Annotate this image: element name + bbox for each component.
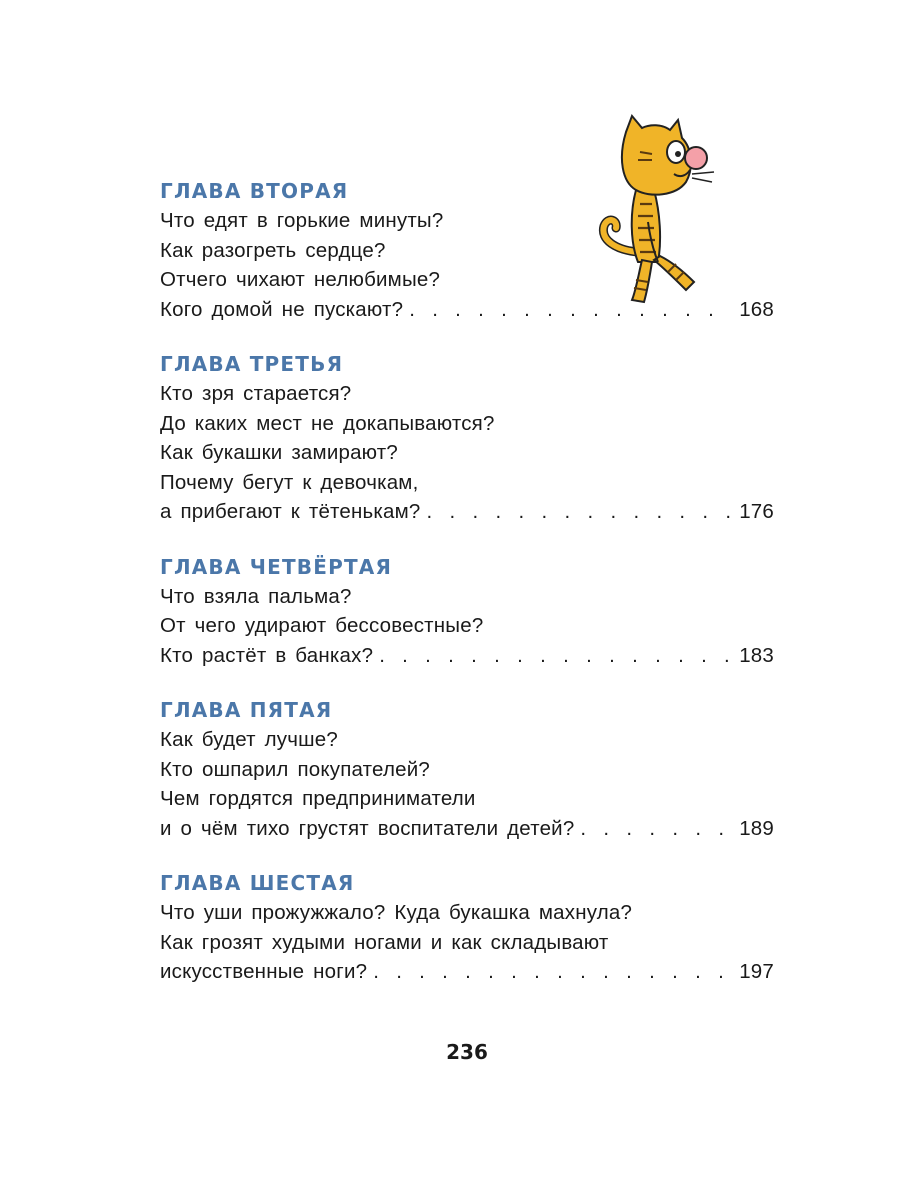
chapter-title: ГЛАВА ЧЕТВЁРТАЯ — [160, 554, 393, 579]
page-ref: 197 — [739, 960, 774, 983]
entry-line: и о чём тихо грустят воспитатели детей? — [160, 816, 575, 840]
entry-line: Чем гордятся предприниматели — [160, 787, 476, 810]
entry-line: Как грозят худыми ногами и как складывают — [160, 930, 609, 954]
chapter-title: ГЛАВА ПЯТАЯ — [160, 698, 333, 722]
chapter-entry — [160, 176, 774, 324]
entry-line: Кого домой не пускают? — [160, 297, 404, 321]
entry-line: Что едят в горькие минуты? — [160, 209, 444, 232]
entry-line: До каких мест не докапываются? — [160, 411, 495, 435]
chapter-title: ГЛАВА ТРЕТЬЯ — [160, 352, 344, 376]
entry-last-line — [160, 295, 774, 325]
entry-line: Как букашки замирают? — [160, 441, 398, 464]
chapter-entry — [160, 695, 774, 843]
table-of-contents — [160, 176, 774, 1012]
entry-line: искусственные ноги? — [160, 960, 368, 983]
entry-last-line — [160, 641, 774, 671]
entry-line: Почему бегут к девочкам, — [160, 470, 419, 494]
page-ref: 183 — [739, 643, 774, 667]
entry-line: а прибегают к тётенькам? — [160, 500, 421, 523]
entry-line: Как будет лучше? — [160, 728, 338, 751]
entry-line: Как разогреть сердце? — [160, 238, 386, 262]
entry-last-line — [160, 957, 774, 987]
chapter-title: ГЛАВА ШЕСТАЯ — [160, 871, 355, 895]
entry-line: От чего удирают бессовестные? — [160, 614, 484, 637]
page-number: 236 — [446, 1040, 488, 1064]
entry-line: Кто растёт в банках? — [160, 643, 374, 667]
chapter-entry — [160, 349, 774, 527]
dot-leader — [403, 295, 733, 325]
page-ref: 189 — [739, 816, 774, 840]
page-ref: 168 — [739, 297, 774, 321]
chapter-entry — [160, 552, 774, 671]
dot-leader — [367, 957, 733, 987]
entry-line: Что уши прожужжало? Куда букашка махнула? — [160, 901, 633, 924]
entry-line: Кто ошпарил покупателей? — [160, 757, 430, 781]
entry-line: Отчего чихают нелюбимые? — [160, 268, 441, 291]
dot-leader — [574, 814, 733, 844]
chapter-title: ГЛАВА ВТОРАЯ — [160, 179, 349, 203]
dot-leader — [421, 497, 734, 527]
chapter-entry — [160, 868, 774, 987]
dot-leader — [373, 641, 733, 671]
entry-last-line — [160, 497, 774, 527]
entry-line: Кто зря старается? — [160, 382, 352, 405]
entry-last-line — [160, 814, 774, 844]
entry-line: Что взяла пальма? — [160, 584, 352, 608]
page-ref: 176 — [739, 500, 774, 523]
